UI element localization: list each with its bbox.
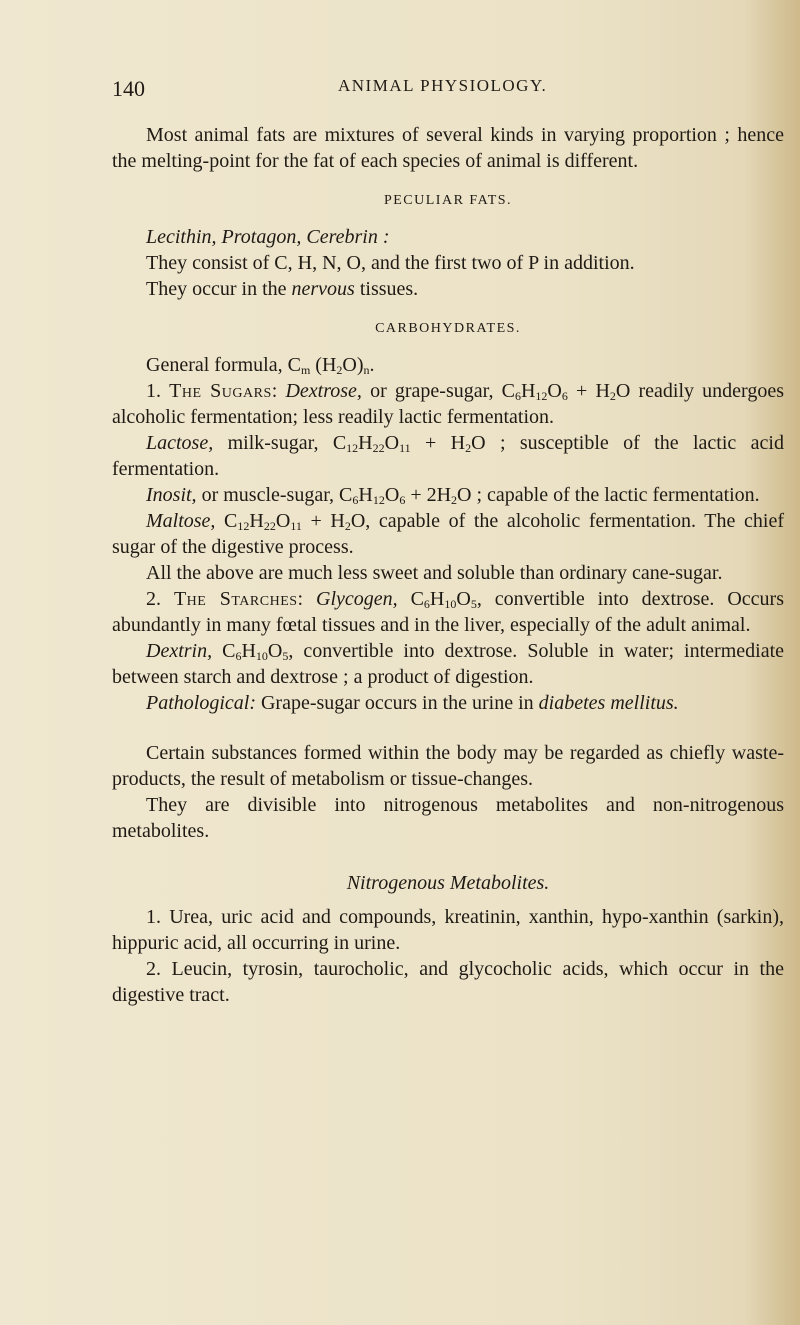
general-formula: General formula, $C_m$ $(H_2O)_n$.	[146, 354, 375, 377]
heading-nitrogenous-metabolites: Nitrogenous Metabolites.	[346, 872, 550, 894]
starches-paragraph: 2. The Starches: Glycogen, $C_6H_{10}O_5$, convertible into dextrose. Occurs abundantly in many fœtal tissues and in the liver, especially of the adult animal.	[112, 588, 784, 636]
running-title: ANIMAL PHYSIOLOGY.	[338, 76, 548, 95]
page-number: 140	[112, 76, 145, 101]
peculiar-fats-location: They occur in the nervous tissues.	[146, 278, 419, 300]
metabolites-item-1: 1. Urea, uric acid and compounds, kreatinin, xanthin, hypo-xanthin (sarkin), hippuric acid, all occurring in urine.	[112, 906, 784, 954]
intro-paragraph: Most animal fats are mixtures of several kinds in varying proportion ; hence the melting-point for the fat of each species of animal is different.	[112, 124, 784, 172]
waste-products-paragraph: Certain substances formed within the body may be regarded as chiefly waste-products, the result of metabolism or tissue-changes.	[112, 742, 784, 790]
pathological-paragraph: Pathological: Grape-sugar occurs in the urine in diabetes mellitus.	[146, 692, 679, 714]
inosit-paragraph: Inosit, or muscle-sugar, $C_6H_{12}O_6 + 2H_2O$ ; capable of the lactic fermentation.	[146, 484, 760, 507]
metabolites-division-paragraph: They are divisible into nitrogenous metabolites and non-nitrogenous metabolites.	[112, 794, 784, 842]
heading-carbohydrates: CARBOHYDRATES.	[375, 321, 521, 336]
maltose-paragraph: Maltose, $C_{12}H_{22}O_{11} + H_2O$, capable of the alcoholic fermentation. The chief sugar of the digestive process.	[112, 510, 784, 558]
sweetness-paragraph: All the above are much less sweet and soluble than ordinary cane-sugar.	[146, 562, 723, 584]
page-body	[112, 122, 784, 1008]
peculiar-fats-composition: They consist of C, H, N, O, and the first two of P in addition.	[146, 252, 635, 274]
heading-peculiar-fats: PECULIAR FATS.	[383, 193, 513, 208]
dextrin-paragraph: Dextrin, $C_6H_{10}O_5$, convertible into dextrose. Soluble in water; intermediate between starch and dextrose ; a product of digestion.	[112, 640, 784, 688]
page-header	[112, 76, 712, 106]
lactose-paragraph: Lactose, milk-sugar, $C_{12}H_{22}O_{11} + H_2O$ ; susceptible of the lactic acid fermentation.	[112, 432, 784, 480]
peculiar-fats-names: Lecithin, Protagon, Cerebrin :	[146, 226, 390, 248]
sugars-paragraph: 1. The Sugars: Dextrose, or grape-sugar, $C_6H_{12}O_6 + H_2O$ readily undergoes alcoholic fermentation; less readily lactic fermentation.	[112, 380, 784, 428]
metabolites-item-2: 2. Leucin, tyrosin, taurocholic, and glycocholic acids, which occur in the digestive tract.	[112, 958, 784, 1006]
